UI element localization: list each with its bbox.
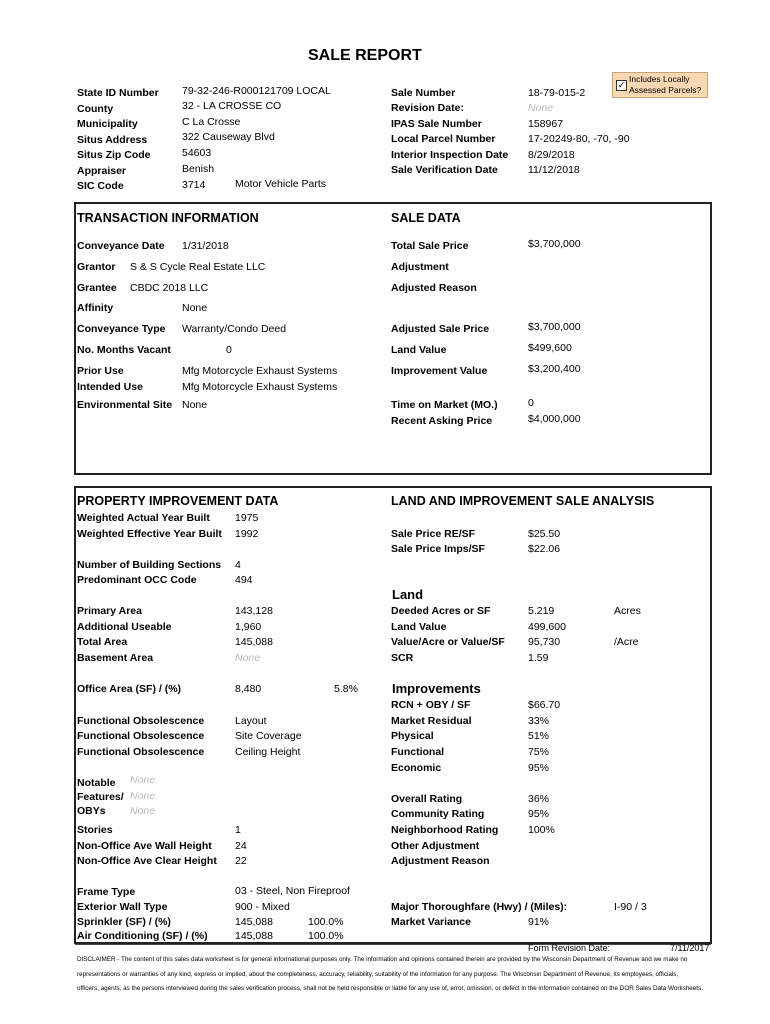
recent-asking-price-label: Recent Asking Price xyxy=(391,415,493,427)
prior-use-value: Mfg Motorcycle Exhaust Systems xyxy=(182,365,338,377)
rcn-oby-sf-label: RCN + OBY / SF xyxy=(391,699,471,711)
sic-code-description: Motor Vehicle Parts xyxy=(235,178,327,190)
improvement-value-label: Improvement Value xyxy=(391,365,488,377)
ipas-sale-number-label: IPAS Sale Number xyxy=(391,118,482,130)
adjusted-sale-price-value: $3,700,000 xyxy=(528,321,581,333)
market-variance-label: Market Variance xyxy=(391,916,471,928)
environmental-site-label: Environmental Site xyxy=(77,399,173,411)
functional-label: Functional xyxy=(391,746,445,758)
environmental-site-value: None xyxy=(182,399,208,411)
clear-height-value: 22 xyxy=(235,855,247,867)
value-per-acre-unit: /Acre xyxy=(614,636,639,648)
appraiser-value: Benish xyxy=(182,163,215,175)
building-sections-label: Number of Building Sections xyxy=(77,559,222,571)
other-adjustment-label: Other Adjustment xyxy=(391,840,480,852)
interior-inspection-label: Interior Inspection Date xyxy=(391,149,509,161)
sic-code-value: 3714 xyxy=(182,179,206,191)
prior-use-label: Prior Use xyxy=(77,365,124,377)
notable-value-2: None xyxy=(130,790,156,802)
county-label: County xyxy=(77,103,114,115)
state-id-value: 79-32-246-R000121709 LOCAL xyxy=(182,85,331,97)
physical-label: Physical xyxy=(391,730,434,742)
grantee-label: Grantee xyxy=(77,282,117,294)
predominant-occ-label: Predominant OCC Code xyxy=(77,574,197,586)
form-revision-date: 7/11/2017 xyxy=(670,943,710,953)
functional-obsolescence-3-label: Functional Obsolescence xyxy=(77,746,205,758)
analysis-land-value-value: 499,600 xyxy=(528,621,566,633)
property-heading: PROPERTY IMPROVEMENT DATA xyxy=(77,494,279,508)
sale-verification-value: 11/12/2018 xyxy=(528,164,580,176)
locally-assessed-box xyxy=(612,72,708,98)
municipality-value: C La Crosse xyxy=(182,116,241,128)
months-vacant-value: 0 xyxy=(226,344,232,356)
exterior-wall-label: Exterior Wall Type xyxy=(77,901,168,913)
situs-zip-label: Situs Zip Code xyxy=(77,149,151,161)
scr-value: 1.59 xyxy=(528,652,549,664)
time-on-market-value: 0 xyxy=(528,397,534,409)
scr-label: SCR xyxy=(391,652,414,664)
basement-area-label: Basement Area xyxy=(77,652,154,664)
affinity-label: Affinity xyxy=(77,302,114,314)
office-area-label: Office Area (SF) / (%) xyxy=(77,683,182,695)
major-thoroughfare-label: Major Thoroughfare (Hwy) / (Miles): xyxy=(391,901,568,913)
notable-value-1: None xyxy=(130,774,156,786)
sale-number-value: 18-79-015-2 xyxy=(528,87,586,99)
disclaimer-line-3: officers, agents, as the persons interviewed during the sales verification process, shall not be held responsible or liable for any use of, error, omission, or defect in the information contained on the DOR Sales Data Worksheets. xyxy=(77,985,703,992)
weighted-actual-year-value: 1975 xyxy=(235,512,259,524)
conveyance-date-value: 1/31/2018 xyxy=(182,240,229,252)
stories-label: Stories xyxy=(77,824,113,836)
exterior-wall-value: 900 - Mixed xyxy=(235,901,290,913)
obys-label: OBYs xyxy=(77,805,106,817)
office-area-value: 8,480 xyxy=(235,683,262,695)
conveyance-date-label: Conveyance Date xyxy=(77,240,165,252)
recent-asking-price-value: $4,000,000 xyxy=(528,413,581,425)
appraiser-label: Appraiser xyxy=(77,165,127,177)
market-variance-value: 91% xyxy=(528,916,550,928)
sprinkler-label: Sprinkler (SF) / (%) xyxy=(77,916,171,928)
form-revision-label: Form Revision Date: xyxy=(528,943,611,953)
affinity-value: None xyxy=(182,302,208,314)
air-conditioning-value: 145,088 xyxy=(235,930,273,942)
ipas-sale-number-value: 158967 xyxy=(528,118,564,130)
major-thoroughfare-value: I-90 / 3 xyxy=(614,901,647,913)
economic-label: Economic xyxy=(391,762,442,774)
weighted-actual-year-label: Weighted Actual Year Built xyxy=(77,512,210,524)
sale-price-re-sf-label: Sale Price RE/SF xyxy=(391,528,476,540)
frame-type-value: 03 - Steel, Non Fireproof xyxy=(235,885,350,897)
grantor-value: S & S Cycle Real Estate LLC xyxy=(130,261,266,273)
analysis-land-value-label: Land Value xyxy=(391,621,447,633)
functional-obsolescence-1-label: Functional Obsolescence xyxy=(77,715,205,727)
county-value: 32 - LA CROSSE CO xyxy=(182,100,282,112)
revision-date-value: None xyxy=(528,102,554,114)
land-subheading: Land xyxy=(392,587,424,602)
building-sections-value: 4 xyxy=(235,559,241,571)
sale-price-imps-sf-label: Sale Price Imps/SF xyxy=(391,543,485,555)
sale-price-re-sf-value: $25.50 xyxy=(528,528,561,540)
clear-height-label: Non-Office Ave Clear Height xyxy=(77,855,217,867)
conveyance-type-value: Warranty/Condo Deed xyxy=(182,323,287,335)
locally-assessed-checkbox[interactable]: ✓ xyxy=(617,80,626,90)
improvement-value-value: $3,200,400 xyxy=(528,363,581,375)
features-label: Features/ xyxy=(77,791,124,803)
weighted-effective-year-label: Weighted Effective Year Built xyxy=(77,528,222,540)
value-per-acre-label: Value/Acre or Value/SF xyxy=(391,636,505,648)
adjustment-label: Adjustment xyxy=(391,261,449,273)
situs-address-label: Situs Address xyxy=(77,134,148,146)
state-id-label: State ID Number xyxy=(77,87,159,99)
adjustment-reason-label: Adjustment Reason xyxy=(391,855,490,867)
page-title: SALE REPORT xyxy=(308,47,422,64)
community-rating-value: 95% xyxy=(528,808,550,820)
conveyance-type-label: Conveyance Type xyxy=(77,323,166,335)
months-vacant-label: No. Months Vacant xyxy=(77,344,171,356)
intended-use-value: Mfg Motorcycle Exhaust Systems xyxy=(182,381,338,393)
neighborhood-rating-label: Neighborhood Rating xyxy=(391,824,499,836)
locally-assessed-label: Includes Locally Assessed Parcels? xyxy=(629,74,702,95)
interior-inspection-value: 8/29/2018 xyxy=(528,149,575,161)
notable-label: Notable xyxy=(77,777,116,789)
functional-obsolescence-3-value: Ceiling Height xyxy=(235,746,301,758)
adjusted-reason-label: Adjusted Reason xyxy=(391,282,477,294)
physical-value: 51% xyxy=(528,730,550,742)
total-area-label: Total Area xyxy=(77,636,128,648)
total-sale-price-value: $3,700,000 xyxy=(528,238,581,250)
situs-zip-value: 54603 xyxy=(182,147,212,159)
land-value-value: $499,600 xyxy=(528,342,572,354)
wall-height-value: 24 xyxy=(235,840,247,852)
value-per-acre-value: 95,730 xyxy=(528,636,561,648)
office-area-pct: 5.8% xyxy=(334,683,358,695)
footer-rule xyxy=(75,944,711,945)
predominant-occ-value: 494 xyxy=(235,574,253,586)
functional-obsolescence-2-label: Functional Obsolescence xyxy=(77,730,205,742)
overall-rating-value: 36% xyxy=(528,793,550,805)
transaction-heading: TRANSACTION INFORMATION xyxy=(77,211,259,225)
air-conditioning-pct: 100.0% xyxy=(308,930,344,942)
land-value-label: Land Value xyxy=(391,344,447,356)
disclaimer-line-1: DISCLAIMER - The content of this sales data worksheet is for general informational purposes only. The information and opinions contained therein are provided by the Wisconsin Department of Revenue and we make no xyxy=(77,956,688,963)
economic-value: 95% xyxy=(528,762,550,774)
rcn-oby-sf-value: $66.70 xyxy=(528,699,561,711)
situs-address-value: 322 Causeway Blvd xyxy=(182,131,275,143)
local-parcel-label: Local Parcel Number xyxy=(391,133,496,145)
primary-area-label: Primary Area xyxy=(77,605,142,617)
market-residual-label: Market Residual xyxy=(391,715,472,727)
weighted-effective-year-value: 1992 xyxy=(235,528,259,540)
sale-data-heading: SALE DATA xyxy=(391,211,461,225)
sprinkler-value: 145,088 xyxy=(235,916,273,928)
analysis-heading: LAND AND IMPROVEMENT SALE ANALYSIS xyxy=(391,494,655,508)
frame-type-label: Frame Type xyxy=(77,886,136,898)
notable-value-3: None xyxy=(130,805,156,817)
community-rating-label: Community Rating xyxy=(391,808,485,820)
basement-area-value: None xyxy=(235,652,261,664)
deeded-acres-unit: Acres xyxy=(614,605,641,617)
disclaimer-line-2: representations or warranties of any kind, express or implied, about the completeness, accuracy, reliability, suitability of the information for any purpose. The Wisconsin Department of Revenue, its employees, officials, xyxy=(77,971,679,978)
sic-code-label: SIC Code xyxy=(77,180,124,192)
improvements-subheading: Improvements xyxy=(392,681,481,696)
wall-height-label: Non-Office Ave Wall Height xyxy=(77,840,212,852)
grantor-label: Grantor xyxy=(77,261,116,273)
intended-use-label: Intended Use xyxy=(77,381,143,393)
municipality-label: Municipality xyxy=(77,118,138,130)
functional-obsolescence-2-value: Site Coverage xyxy=(235,730,302,742)
adjusted-sale-price-label: Adjusted Sale Price xyxy=(391,323,490,335)
total-area-value: 145,088 xyxy=(235,636,273,648)
sale-price-imps-sf-value: $22.06 xyxy=(528,543,561,555)
neighborhood-rating-value: 100% xyxy=(528,824,555,836)
air-conditioning-label: Air Conditioning (SF) / (%) xyxy=(77,930,208,942)
sale-number-label: Sale Number xyxy=(391,87,456,99)
deeded-acres-value: 5.219 xyxy=(528,605,555,617)
functional-value: 75% xyxy=(528,746,550,758)
sale-verification-label: Sale Verification Date xyxy=(391,164,498,176)
market-residual-value: 33% xyxy=(528,715,550,727)
primary-area-value: 143,128 xyxy=(235,605,273,617)
local-parcel-value: 17-20249-80, -70, -90 xyxy=(528,133,630,145)
additional-useable-label: Additional Useable xyxy=(77,621,172,633)
grantee-value: CBDC 2018 LLC xyxy=(130,282,209,294)
revision-date-label: Revision Date: xyxy=(391,102,464,114)
overall-rating-label: Overall Rating xyxy=(391,793,463,805)
stories-value: 1 xyxy=(235,824,241,836)
sprinkler-pct: 100.0% xyxy=(308,916,344,928)
functional-obsolescence-1-value: Layout xyxy=(235,715,267,727)
total-sale-price-label: Total Sale Price xyxy=(391,240,469,252)
deeded-acres-label: Deeded Acres or SF xyxy=(391,605,491,617)
additional-useable-value: 1,960 xyxy=(235,621,262,633)
time-on-market-label: Time on Market (MO.) xyxy=(391,399,498,411)
